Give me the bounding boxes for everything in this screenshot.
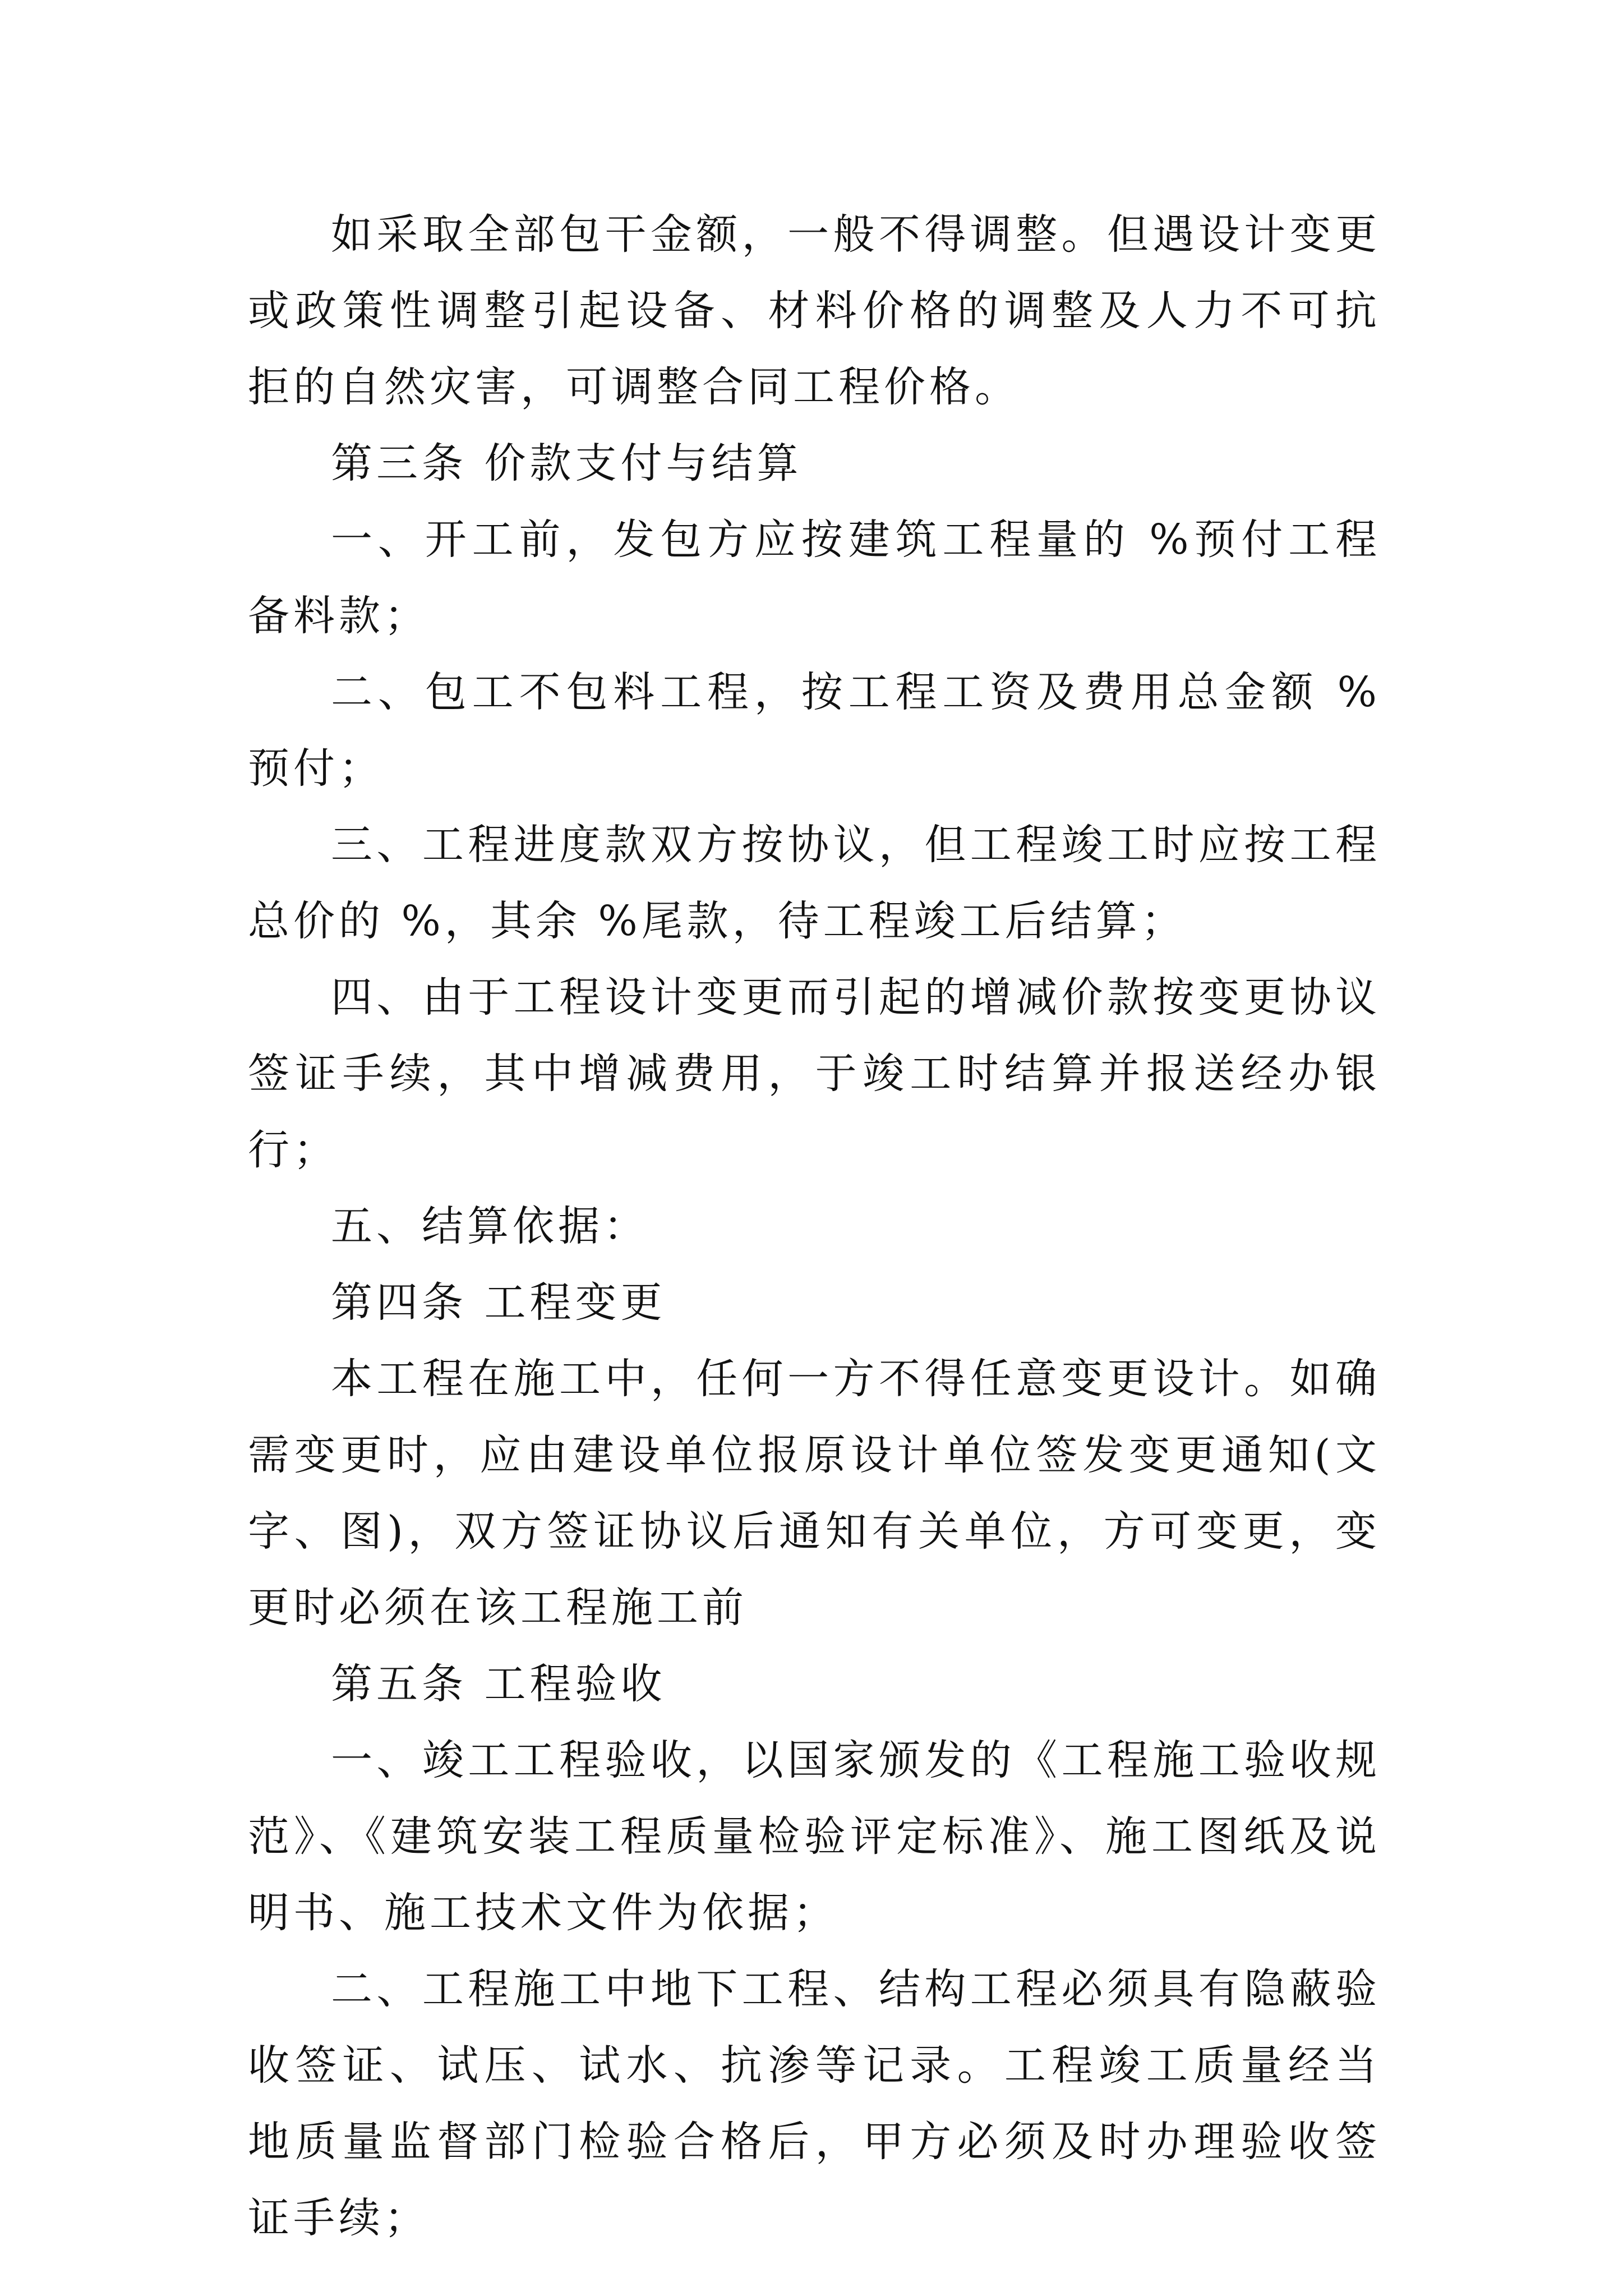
paragraph-progress-payment: 三、工程进度款双方按协议，但工程竣工时应按工程总价的 %，其余 %尾款，待工程竣工后结算； <box>248 821 1381 945</box>
document-body <box>248 196 1381 2256</box>
paragraph-change-procedure: 本工程在施工中，任何一方不得任意变更设计。如确需变更时，应由建设单位报原设计单位签发变更通知(文字、图)，双方签证协议后通知有关单位，方可变更，变更时必须在该工程施工前 <box>248 1355 1381 1632</box>
heading-article-3: 第三条 价款支付与结算 <box>331 439 803 487</box>
paragraph-advance-payment: 一、开工前，发包方应按建筑工程量的 %预付工程备料款； <box>248 516 1381 640</box>
paragraph-price-adjustment: 如采取全部包干金额，一般不得调整。但遇设计变更或政策性调整引起设备、材料价格的调整及人力不可抗拒的自然灾害，可调整合同工程价格。 <box>248 210 1381 411</box>
paragraph-hidden-works: 二、工程施工中地下工程、结构工程必须具有隐蔽验收签证、试压、试水、抗渗等记录。工程竣工质量经当地质量监督部门检验合格后，甲方必须及时办理验收签证手续； <box>248 1965 1381 2242</box>
paragraph-acceptance-basis: 一、竣工工程验收，以国家颁发的《工程施工验收规范》、《建筑安装工程质量检验评定标准》、施工图纸及说明书、施工技术文件为依据； <box>248 1736 1381 1937</box>
paragraph-design-change-cost: 四、由于工程设计变更而引起的增减价款按变更协议签证手续，其中增减费用，于竣工时结算并报送经办银行； <box>248 973 1381 1174</box>
paragraph-labor-only: 二、包工不包料工程，按工程工资及费用总金额 %预付； <box>248 668 1381 793</box>
heading-article-4: 第四条 工程变更 <box>331 1278 666 1327</box>
heading-article-5: 第五条 工程验收 <box>331 1660 666 1708</box>
paragraph-settlement-basis: 五、结算依据： <box>331 1202 649 1250</box>
